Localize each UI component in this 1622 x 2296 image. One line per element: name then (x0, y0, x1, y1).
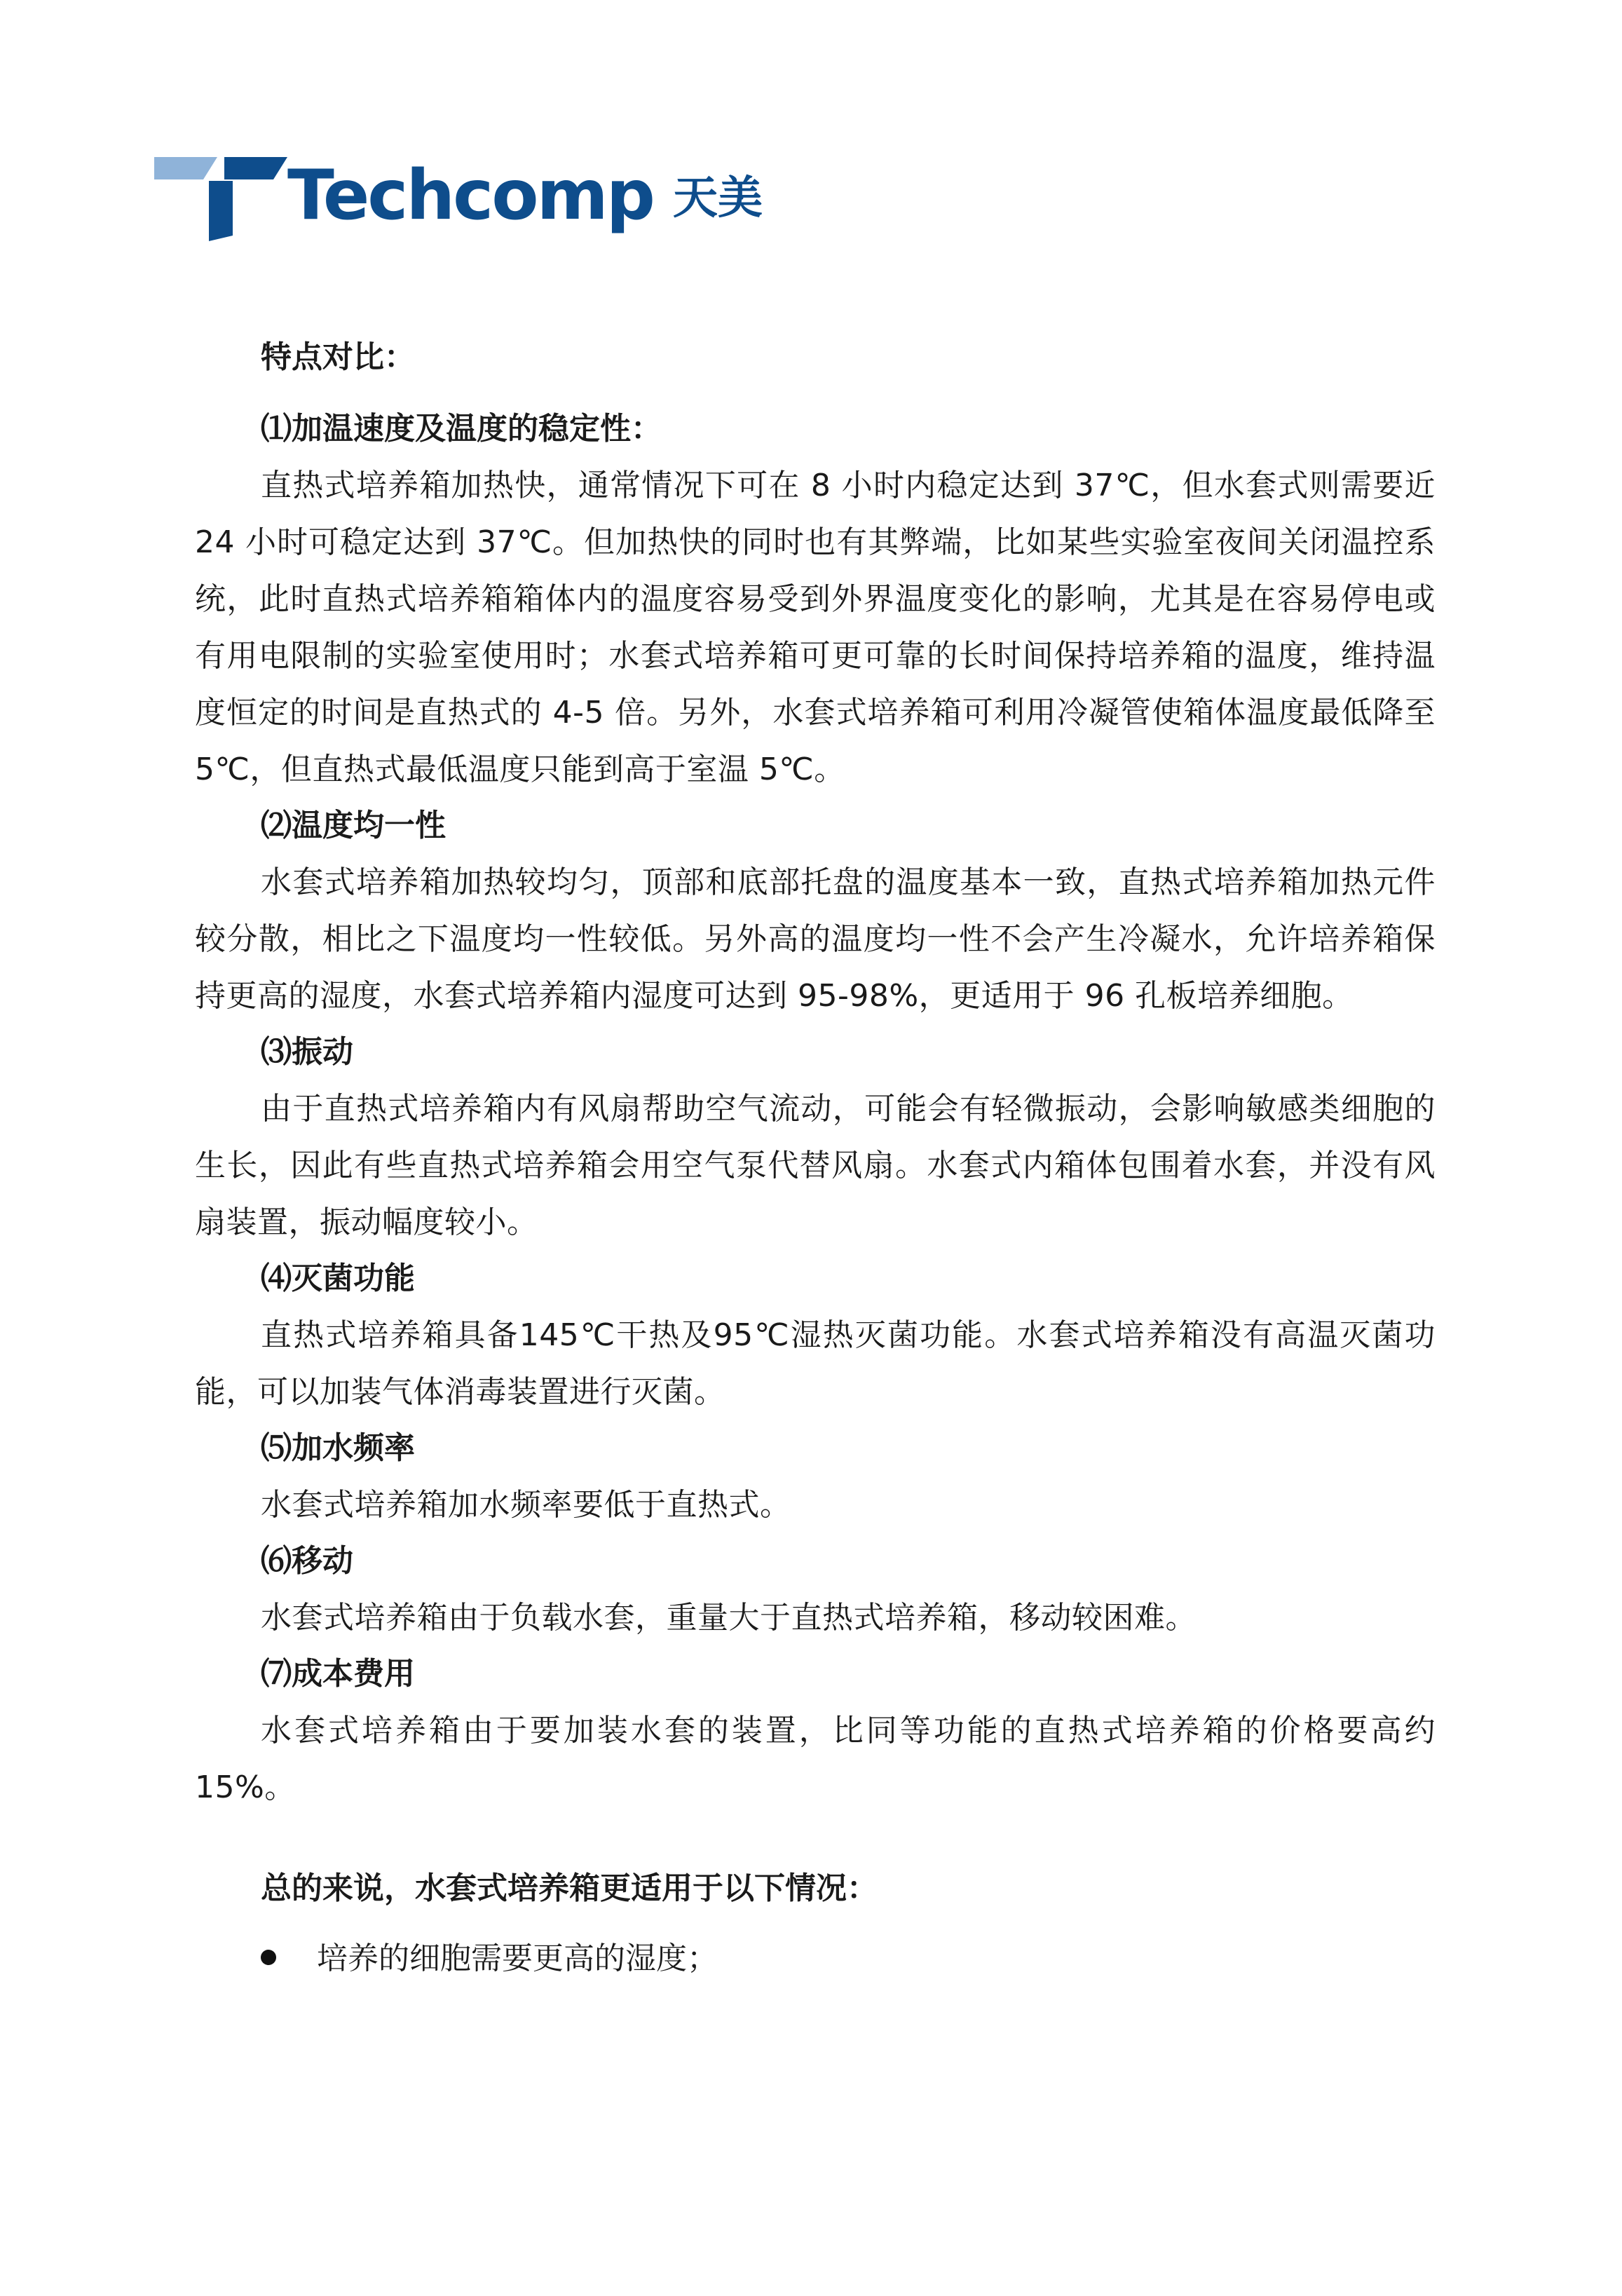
section-paragraph: 水套式培养箱由于要加装水套的装置，比同等功能的直热式培养箱的价格要高约15%。 (195, 1713, 1436, 1805)
page-heading: 特点对比： (261, 339, 415, 375)
section-2 (195, 798, 1436, 1024)
section-paragraph: 由于直热式培养箱内有风扇帮助空气流动，可能会有轻微振动，会影响敏感类细胞的生长，因此有些直热式培养箱会用空气泵代替风扇。水套式内箱体包围着水套，并没有风扇装置，振动幅度较小。 (195, 1091, 1436, 1240)
section-5 (195, 1420, 1436, 1533)
section-title: ⑶振动 (261, 1034, 353, 1070)
section-4 (195, 1251, 1436, 1420)
techcomp-logo (154, 150, 785, 241)
section-paragraph: 水套式培养箱加水频率要低于直热式。 (261, 1487, 791, 1523)
logo-brand-text: Techcomp (287, 156, 653, 236)
section-3 (195, 1024, 1436, 1251)
section-title: ⑷灭菌功能 (261, 1261, 415, 1296)
section-paragraph: 水套式培养箱加热较均匀，顶部和底部托盘的温度基本一致，直热式培养箱加热元件较分散，相比之下温度均一性较低。另外高的温度均一性不会产生冷凝水，允许培养箱保持更高的湿度，水套式培养箱内湿度可达到 95-98%，更适用于 96 孔板培养细胞。 (195, 864, 1436, 1014)
logo-brand-cn-text: 天美 (673, 172, 763, 224)
section-title: ⑸加水频率 (261, 1430, 415, 1466)
bullet-icon (261, 1950, 276, 1965)
section-title: ⑵温度均一性 (261, 808, 446, 843)
summary-heading: 总的来说，水套式培养箱更适用于以下情况： (261, 1870, 878, 1906)
section-paragraph: 直热式培养箱具备145℃干热及95℃湿热灭菌功能。水套式培养箱没有高温灭菌功能，可以加装气体消毒装置进行灭菌。 (195, 1317, 1436, 1410)
section-1 (195, 401, 1436, 798)
section-7 (195, 1646, 1436, 1816)
section-paragraph: 直热式培养箱加热快，通常情况下可在 8 小时内稳定达到 37℃，但水套式则需要近 24 小时可稳定达到 37℃。但加热快的同时也有其弊端，比如某些实验室夜间关闭温控系统，此时直热式培养箱箱体内的温度容易受到外界温度变化的影响，尤其是在容易停电或有用电限制的实验室使用时；水套式培养箱可更可靠的长时间保持培养箱的温度，维持温度恒定的时间是直热式的 4-5 倍。另外，水套式培养箱可利用冷凝管使箱体温度最低降至 5℃，但直热式最低温度只能到高于室温 5℃。 (195, 468, 1436, 787)
bullet-text: 培养的细胞需要更高的湿度； (317, 1941, 718, 1976)
section-title: ⑹移动 (261, 1543, 353, 1579)
section-title: ⑴加温速度及温度的稳定性： (261, 411, 662, 447)
techcomp-logo-mark (154, 150, 287, 241)
bullet-item (195, 1931, 1436, 1987)
section-6 (195, 1533, 1436, 1646)
section-paragraph: 水套式培养箱由于负载水套，重量大于直热式培养箱，移动较困难。 (261, 1600, 1197, 1636)
section-title: ⑺成本费用 (261, 1656, 415, 1692)
document-body (195, 330, 1436, 1987)
